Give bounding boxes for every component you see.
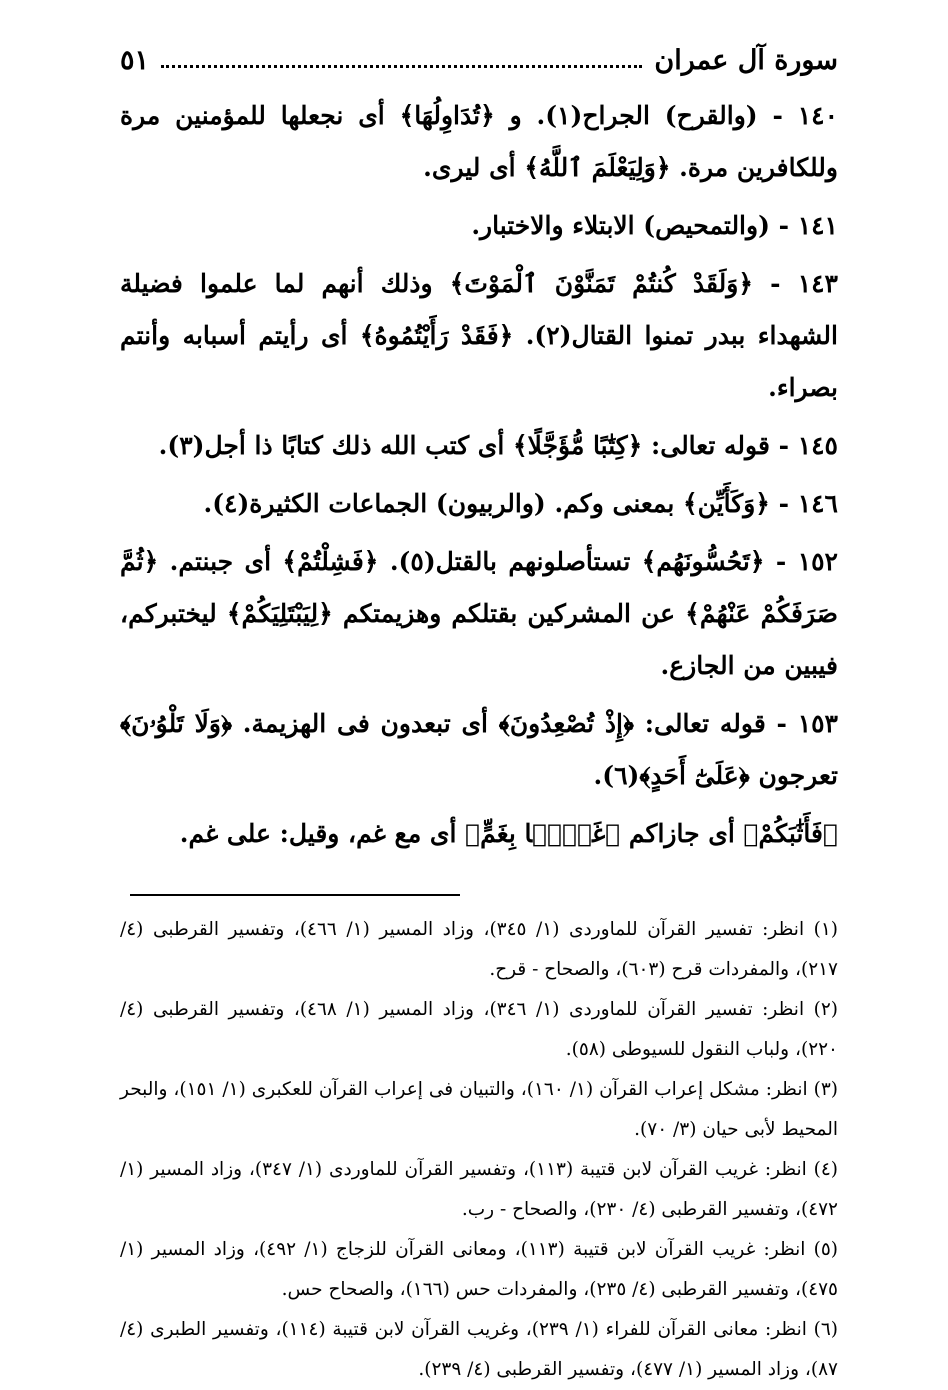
- header-dotted-leader: [161, 65, 642, 68]
- footnotes: [120, 910, 838, 1390]
- entry-152: ١٥٢ - ﴿تَحُسُّونَهُم﴾ تستأصلونهم بالقتل(٥). ﴿فَشِلْتُمْ﴾ أى جبنتم. ﴿ثُمَّ صَرَفَكُمْ عَنْهُمْ﴾ عن المشركين بقتلكم وهزيمتكم ﴿لِيَبْتَلِيَكُمْ﴾ ليختبركم، فيبين من الجازع.: [120, 547, 838, 680]
- entry-153-continued: ﴿فَأَثَٰبَكُمْ﴾ أى جازاكم ﴿غَمًّۢا بِغَمٍّ﴾ أى مع غم، وقيل: على غم.: [179, 819, 838, 848]
- surah-title: سورة آل عمران: [654, 45, 838, 76]
- entry-153: ١٥٣ - قوله تعالى: ﴿إِذْ تُصْعِدُونَ﴾ أى تبعدون فى الهزيمة. ﴿وَلَا تَلْوُۥنَ﴾ تعرجون ﴿عَلَىٰٓ أَحَدٍ﴾(٦).: [120, 709, 838, 790]
- entry-145: ١٤٥ - قوله تعالى: ﴿كِتَٰبًا مُّؤَجَّلًا﴾ أى كتب الله ذلك كتابًا ذا أجل(٣).: [158, 431, 838, 460]
- footnote-5: (٥) انظر: غريب القرآن لابن قتيبة (١١٣)، ومعانى القرآن للزجاج (١/ ٤٩٢)، وزاد المسير (١/ ٤٧٥)، وتفسير القرطبى (٤/ ٢٣٥)، والمفردات حس (١٦٦)، والصحاح حس.: [120, 1239, 839, 1300]
- footnote-1: (١) انظر: تفسير القرآن للماوردى (١/ ٣٤٥)، وزاد المسير (١/ ٤٦٦)، وتفسير القرطبى (٤/ ٢١٧)، والمفردات قرح (٦٠٣)، والصحاح - قرح.: [120, 919, 839, 980]
- entry-140: ١٤٠ - (والقرح) الجراح(١). و ﴿تُدَاوِلُهَا﴾ أى نجعلها للمؤمنين مرة وللكافرين مرة. ﴿وَلِيَعْلَمَ ٱللَّهُ﴾ أى ليرى.: [120, 101, 839, 182]
- entry-141: ١٤١ - (والتمحيص) الابتلاء والاختبار.: [471, 211, 838, 240]
- footnote-4: (٤) انظر: غريب القرآن لابن قتيبة (١١٣)، وتفسير القرآن للماوردى (١/ ٣٤٧)، وزاد المسير (١/ ٤٧٢)، وتفسير القرطبى (٤/ ٢٣٠)، والصحاح - رب.: [120, 1159, 838, 1220]
- page-number: ٥١: [120, 45, 150, 76]
- entry-146: ١٤٦ - ﴿وَكَأَيِّن﴾ بمعنى وكم. (والربيون) الجماعات الكثيرة(٤).: [203, 489, 838, 518]
- main-text: [120, 90, 838, 860]
- footnote-separator: [130, 894, 460, 896]
- footnote-2: (٢) انظر: تفسير القرآن للماوردى (١/ ٣٤٦)، وزاد المسير (١/ ٤٦٨)، وتفسير القرطبى (٤/ ٢٢٠)، ولباب النقول للسيوطى (٥٨).: [120, 999, 839, 1060]
- footnote-6: (٦) انظر: معانى القرآن للفراء (١/ ٢٣٩)، وغريب القرآن لابن قتيبة (١١٤)، وتفسير الطبرى (٤/ ٨٧)، وزاد المسير (١/ ٤٧٧)، وتفسير القرطبى (٤/ ٢٣٩).: [120, 1319, 838, 1380]
- entry-143: ١٤٣ - ﴿وَلَقَدْ كُنتُمْ تَمَنَّوْنَ ٱلْمَوْتَ﴾ وذلك أنهم لما علموا فضيلة الشهداء ببدر تمنوا القتال(٢). ﴿فَقَدْ رَأَيْتُمُوهُ﴾ أى رأيتم أسبابه وأنتم بصراء.: [120, 269, 838, 402]
- footnote-3: (٣) انظر: مشكل إعراب القرآن (١/ ١٦٠)، والتبيان فى إعراب القرآن للعكبرى (١/ ١٥١)، والبحر المحيط لأبى حيان (٣/ ٧٠).: [120, 1079, 838, 1140]
- page-header: [120, 28, 838, 76]
